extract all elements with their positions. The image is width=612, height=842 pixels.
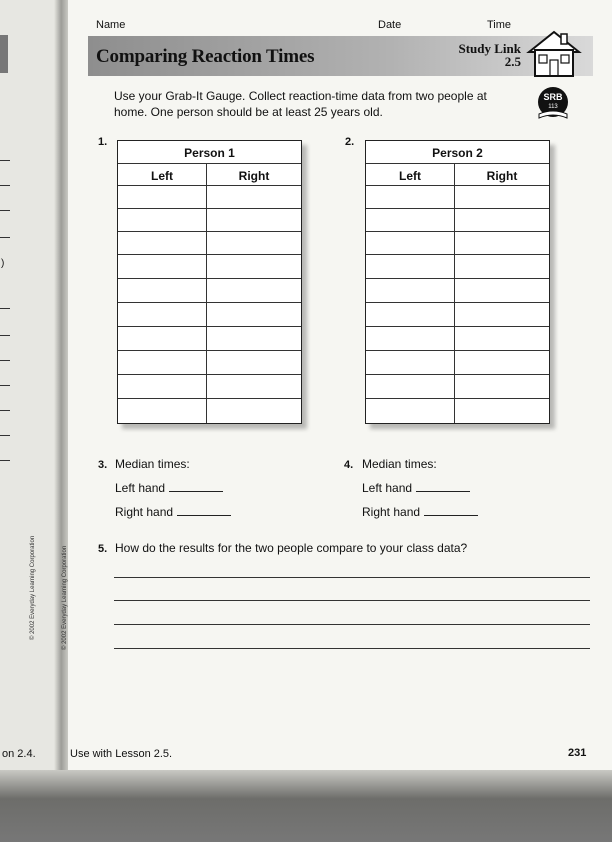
- rule-mark: [0, 308, 10, 309]
- median-2-label: Median times:: [362, 457, 437, 471]
- srb-badge: [535, 86, 571, 129]
- table-rule: [118, 185, 301, 186]
- rule-mark: [0, 460, 10, 461]
- question-4-number: 4.: [344, 459, 354, 471]
- question-5-number: 5.: [98, 543, 108, 555]
- table-row: [118, 208, 301, 209]
- table-row: [118, 398, 301, 399]
- left-page-edge: [0, 0, 60, 780]
- table-rule: [118, 163, 301, 164]
- left-page-fragment: ): [1, 258, 5, 269]
- rule-mark: [0, 160, 10, 161]
- answer-blank[interactable]: [169, 481, 223, 492]
- median-2-right-hand: [362, 505, 478, 519]
- column-divider: [454, 163, 455, 423]
- table-rule: [366, 185, 549, 186]
- title-banner: [88, 36, 593, 76]
- left-copyright: © 2002 Everyday Learning Corporation: [30, 535, 36, 640]
- rule-mark: [0, 210, 10, 211]
- column-right-header: Right: [238, 169, 270, 183]
- study-link-number: 2.5: [504, 54, 521, 69]
- lesson-footer: Use with Lesson 2.5.: [70, 748, 173, 760]
- table-row: [366, 326, 549, 327]
- median-2-left-hand: [362, 481, 470, 495]
- person-2-table: [365, 140, 550, 424]
- table-row: [118, 350, 301, 351]
- column-divider: [206, 163, 207, 423]
- table-rule: [366, 163, 549, 164]
- name-label: Name: [96, 19, 126, 31]
- question-3-number: 3.: [98, 459, 108, 471]
- answer-line[interactable]: [114, 600, 590, 601]
- table-row: [366, 302, 549, 303]
- rule-mark: [0, 435, 10, 436]
- rule-mark: [0, 237, 10, 238]
- rule-mark: [0, 410, 10, 411]
- median-1-right-hand: [115, 505, 231, 519]
- copyright-note: © 2002 Everyday Learning Corporation: [62, 545, 68, 650]
- left-hand-label: Left hand: [115, 481, 166, 495]
- instructions: Use your Grab-It Gauge. Collect reaction-time data from two people at home. One person should be at least 25 years old.: [114, 89, 487, 119]
- house-icon: [525, 28, 583, 78]
- answer-blank[interactable]: [424, 505, 478, 516]
- column-left-header: Left: [399, 169, 421, 183]
- srb-page: 113: [548, 104, 558, 110]
- rule-mark: [0, 360, 10, 361]
- question-1-number: 1.: [98, 136, 108, 148]
- table-row: [366, 278, 549, 279]
- answer-blank[interactable]: [416, 481, 470, 492]
- rule-mark: [0, 185, 10, 186]
- table-row: [118, 374, 301, 375]
- date-label: Date: [378, 19, 402, 31]
- table-row: [118, 326, 301, 327]
- question-2-number: 2.: [345, 136, 355, 148]
- left-page-footer: on 2.4.: [2, 748, 36, 760]
- page-title: Comparing Reaction Times: [96, 46, 315, 67]
- table-row: [366, 208, 549, 209]
- table-row: [366, 254, 549, 255]
- srb-label: SRB: [543, 92, 563, 102]
- study-link-label: [458, 42, 521, 68]
- person-2-title: Person 2: [432, 146, 483, 160]
- right-hand-label: Right hand: [115, 505, 174, 519]
- page-tab: [0, 35, 8, 73]
- table-row: [366, 398, 549, 399]
- answer-line[interactable]: [114, 624, 590, 625]
- median-1-label: Median times:: [115, 457, 190, 471]
- answer-line[interactable]: [114, 648, 590, 649]
- question-5-text: How do the results for the two people compare to your class data?: [115, 541, 468, 555]
- median-1-left-hand: [115, 481, 223, 495]
- table-row: [118, 231, 301, 232]
- right-hand-label: Right hand: [362, 505, 421, 519]
- page-number: 231: [568, 747, 587, 759]
- book-bottom-edge: [0, 770, 612, 842]
- study-link-text: Study Link: [458, 41, 521, 56]
- rule-mark: [0, 335, 10, 336]
- table-row: [118, 278, 301, 279]
- rule-mark: [0, 385, 10, 386]
- table-row: [118, 302, 301, 303]
- time-label: Time: [487, 19, 512, 31]
- left-hand-label: Left hand: [362, 481, 413, 495]
- table-row: [366, 231, 549, 232]
- table-row: [118, 254, 301, 255]
- answer-blank[interactable]: [177, 505, 231, 516]
- table-row: [366, 350, 549, 351]
- column-right-header: Right: [486, 169, 518, 183]
- person-1-title: Person 1: [184, 146, 235, 160]
- person-1-table: [117, 140, 302, 424]
- table-row: [366, 374, 549, 375]
- column-left-header: Left: [151, 169, 173, 183]
- answer-line[interactable]: [114, 577, 590, 578]
